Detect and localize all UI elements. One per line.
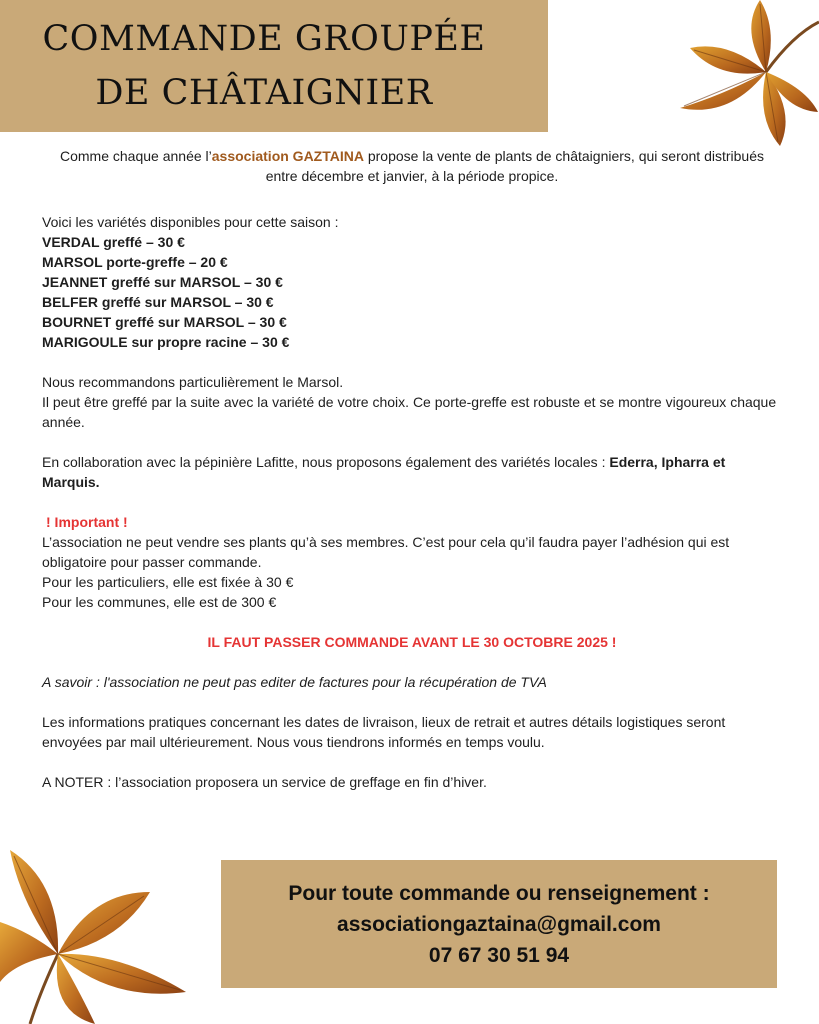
variety-item: MARSOL porte-greffe – 20 € — [42, 254, 228, 270]
collaboration-text: En collaboration avec la pépinière Lafitte, nous proposons également des variétés locales : — [42, 454, 610, 470]
membership-text: L’association ne peut vendre ses plants qu’à ses membres. C’est pour cela qu’il faudra payer l’adhésion qui est obligatoire pour passer commande. — [42, 534, 730, 570]
contact-phone[interactable]: 07 67 30 51 94 — [428, 943, 570, 967]
intro-paragraph — [42, 146, 782, 186]
page-title — [0, 12, 528, 120]
deadline-notice: IL FAUT PASSER COMMANDE AVANT LE 30 OCTOBRE 2025 ! — [207, 634, 617, 650]
recommendation-detail: Il peut être greffé par la suite avec la variété de votre choix. Ce porte-greffe est robuste et se montre vigoureux chaque année. — [42, 394, 777, 430]
individual-fee: Pour les particuliers, elle est fixée à 30 € — [42, 574, 294, 590]
contact-panel — [221, 860, 777, 988]
practical-info: Les informations pratiques concernant les dates de livraison, lieux de retrait et autres détails logistiques seront envoyées par mail ultérieurement. Nous vous tiendrons informés en temps voulu. — [42, 714, 726, 750]
intro-text-start: Comme chaque année l’ — [60, 148, 212, 164]
variety-item: JEANNET greffé sur MARSOL – 30 € — [42, 274, 283, 290]
chestnut-leaf-icon — [668, 0, 819, 150]
title-banner — [0, 0, 548, 132]
variety-item: VERDAL greffé – 30 € — [42, 234, 185, 250]
chestnut-leaf-icon — [0, 842, 200, 1024]
important-section — [42, 512, 782, 612]
collaboration-section — [42, 452, 782, 492]
local-varieties: Ederra, Ipharra et Marquis. — [42, 454, 726, 490]
recommendation-line: Nous recommandons particulièrement le Marsol. — [42, 374, 344, 390]
grafting-note: A NOTER : l’association proposera un service de greffage en fin d’hiver. — [42, 774, 487, 790]
main-content — [42, 146, 782, 792]
tva-note: A savoir : l'association ne peut pas editer de factures pour la récupération de TVA — [42, 674, 547, 690]
variety-item: MARIGOULE sur propre racine – 30 € — [42, 334, 290, 350]
title-line-1: COMMANDE GROUPÉE — [42, 19, 486, 59]
variety-item: BELFER greffé sur MARSOL – 30 € — [42, 294, 274, 310]
recommendation-section — [42, 372, 782, 432]
varieties-heading: Voici les variétés disponibles pour cette saison : — [42, 214, 339, 230]
varieties-section — [42, 212, 782, 352]
intro-text-end: propose la vente de plants de châtaigniers, qui seront distribués entre décembre et janvier, à la période propice. — [265, 148, 764, 184]
important-heading: ! Important ! — [46, 514, 128, 530]
contact-heading: Pour toute commande ou renseignement : — [288, 881, 710, 905]
variety-item: BOURNET greffé sur MARSOL – 30 € — [42, 314, 287, 330]
commune-fee: Pour les communes, elle est de 300 € — [42, 594, 277, 610]
title-line-2: DE CHÂTAIGNIER — [95, 73, 433, 113]
contact-email[interactable]: associationgaztaina@gmail.com — [337, 912, 661, 936]
association-name: association GAZTAINA — [211, 148, 364, 164]
